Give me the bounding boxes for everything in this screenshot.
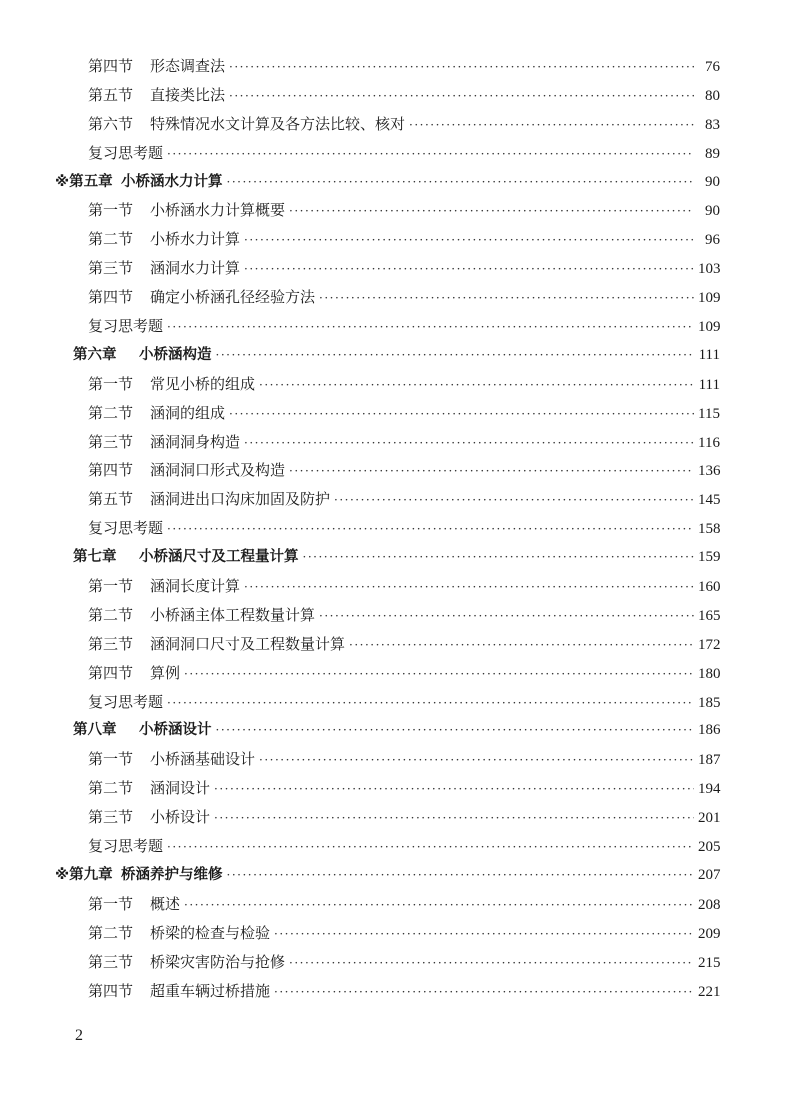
toc-entry-title: 小桥涵主体工程数量计算 [150,605,316,624]
dot-leader [289,457,694,486]
toc-entry-label: 第四节 [88,288,134,307]
toc-entry-page: 201 [698,810,721,827]
toc-section-entry[interactable] [55,803,720,832]
toc-entry-label: 第四节 [88,57,134,75]
dot-leader [319,284,694,313]
dot-leader [244,255,694,284]
toc-entry-title: 复习思考题 [88,519,164,538]
dot-leader [334,486,694,515]
toc-entry-title: 概述 [150,894,181,913]
toc-entry-page: 187 [698,752,721,769]
toc-entry-page: 76 [705,59,720,75]
toc-entry-label: 第三节 [88,952,134,971]
toc-entry-title: 涵洞的组成 [150,403,226,422]
toc-entry-label: 第四节 [88,981,134,1000]
toc-section-entry[interactable] [55,312,720,341]
toc-entry-title: 确定小桥涵孔径经验方法 [150,288,316,307]
toc-entry-title: 小桥涵构造 [139,346,212,363]
toc-section-entry[interactable] [55,890,720,919]
dot-leader [184,660,694,689]
dot-leader [214,775,694,804]
dot-leader [274,920,694,949]
dot-leader [274,978,694,1007]
dot-leader [244,573,694,602]
toc-entry-label: 第二节 [88,605,134,624]
toc-section-entry[interactable] [55,919,720,948]
toc-section-entry[interactable] [55,110,720,139]
toc-entry-page: 208 [698,896,721,913]
toc-entry-page: 221 [698,983,721,1000]
dot-leader [167,833,694,862]
dot-leader [259,371,694,400]
toc-entry-page: 205 [698,839,721,856]
toc-entry-page: 116 [698,434,720,451]
toc-entry-title: 复习思考题 [88,143,164,162]
toc-section-entry[interactable] [55,283,720,312]
toc-chapter-entry[interactable] [55,716,720,745]
toc-section-entry[interactable] [55,456,720,485]
toc-entry-title: 涵洞洞口形式及构造 [150,461,286,480]
toc-entry-title: 小桥涵水力计算 [121,173,223,190]
table-of-contents [55,52,720,1005]
toc-section-entry[interactable] [55,485,720,514]
toc-entry-page: 207 [698,866,721,883]
toc-entry-page: 109 [698,290,721,307]
dot-leader [184,891,694,920]
toc-entry-label: 第二节 [88,230,134,249]
toc-entry-page: 158 [698,521,721,538]
toc-section-entry[interactable] [55,774,720,803]
toc-entry-title: 涵洞长度计算 [150,577,241,596]
toc-entry-title: 小桥涵尺寸及工程量计算 [139,549,299,566]
toc-section-entry[interactable] [55,370,720,399]
toc-entry-title: 复习思考题 [88,317,164,336]
dot-leader [349,631,694,660]
toc-section-entry[interactable] [55,745,720,774]
toc-entry-title: 涵洞进出口沟床加固及防护 [150,490,331,509]
dot-leader [167,689,694,718]
toc-section-entry[interactable] [55,52,720,81]
toc-entry-title: 超重车辆过桥措施 [150,981,271,1000]
toc-entry-title: 常见小桥的组成 [150,374,256,393]
toc-entry-label: 第三节 [88,432,134,451]
toc-entry-page: 185 [698,694,721,711]
dot-leader [289,949,694,978]
toc-section-entry[interactable] [55,139,720,168]
toc-entry-page: 172 [698,636,721,653]
toc-entry-title: 涵洞洞口尺寸及工程数量计算 [150,634,346,653]
toc-entry-label: 第二节 [88,923,134,942]
toc-section-entry[interactable] [55,572,720,601]
toc-chapter-entry[interactable] [55,168,720,197]
toc-section-entry[interactable] [55,630,720,659]
toc-chapter-entry[interactable] [55,341,720,370]
dot-leader [289,197,694,226]
dot-leader [244,226,694,255]
dot-leader [167,515,694,544]
toc-entry-label: 第五节 [88,490,134,509]
toc-entry-page: 90 [705,203,720,220]
toc-entry-page: 111 [698,346,720,363]
toc-entry-label: 第三节 [88,634,134,653]
toc-entry-page: 145 [698,492,721,509]
toc-section-entry[interactable] [55,601,720,630]
toc-section-entry[interactable] [55,225,720,254]
toc-entry-label: 第三节 [88,808,134,827]
dot-leader [214,804,694,833]
dot-leader [303,543,695,572]
toc-entry-title: 涵洞洞身构造 [150,432,241,451]
toc-entry-title: 涵洞水力计算 [150,259,241,278]
toc-entry-title: 复习思考题 [88,837,164,856]
toc-entry-page: 111 [698,376,720,393]
toc-entry-label: 第六章 [73,346,117,363]
toc-entry-label: ※第五章 [55,173,113,190]
toc-section-entry[interactable] [55,688,720,717]
toc-section-entry[interactable] [55,659,720,688]
dot-leader [409,111,694,140]
dot-leader [259,746,694,775]
toc-entry-page: 90 [705,173,720,190]
toc-entry-title: 小桥涵设计 [139,722,212,739]
dot-leader [229,400,694,429]
toc-entry-title: 桥梁的检查与检验 [150,923,271,942]
toc-entry-page: 215 [698,954,721,971]
toc-entry-label: ※第九章 [55,866,113,883]
toc-entry-label: 第一节 [88,577,134,596]
toc-entry-title: 小桥涵基础设计 [150,750,256,769]
page-number: 2 [75,1027,83,1044]
toc-entry-page: 136 [698,463,721,480]
toc-entry-label: 第四节 [88,461,134,480]
toc-section-entry[interactable] [55,977,720,1006]
toc-entry-title: 特殊情况水文计算及各方法比较、核对 [150,114,406,133]
dot-leader [167,313,694,342]
dot-leader [229,82,694,111]
dot-leader [216,341,695,370]
dot-leader [167,140,694,169]
toc-entry-page: 80 [705,87,720,104]
toc-entry-page: 89 [705,145,720,162]
toc-section-entry[interactable] [55,196,720,225]
toc-entry-label: 第二节 [88,403,134,422]
toc-section-entry[interactable] [55,81,720,110]
toc-entry-title: 直接类比法 [150,85,226,104]
dot-leader [227,168,695,197]
toc-entry-title: 小桥设计 [150,808,211,827]
toc-entry-page: 96 [705,232,720,249]
toc-section-entry[interactable] [55,832,720,861]
toc-entry-label: 第一节 [88,201,134,220]
toc-section-entry[interactable] [55,254,720,283]
toc-entry-page: 115 [698,405,720,422]
toc-section-entry[interactable] [55,399,720,428]
toc-entry-page: 160 [698,579,721,596]
toc-entry-title: 桥梁灾害防治与抢修 [150,952,286,971]
toc-entry-label: 第六节 [88,114,134,133]
toc-section-entry[interactable] [55,514,720,543]
dot-leader [227,861,695,890]
dot-leader [229,53,694,82]
toc-entry-title: 桥涵养护与维修 [121,866,223,883]
toc-entry-page: 165 [698,607,721,624]
toc-section-entry[interactable] [55,948,720,977]
toc-entry-page: 186 [698,722,721,739]
dot-leader [244,429,694,458]
toc-entry-label: 第一节 [88,750,134,769]
toc-chapter-entry[interactable] [55,543,720,572]
toc-entry-label: 第八章 [73,722,117,739]
toc-entry-page: 180 [698,665,721,682]
toc-entry-page: 159 [698,549,721,566]
toc-entry-page: 103 [698,261,721,278]
toc-entry-label: 第一节 [88,374,134,393]
toc-entry-page: 209 [698,925,721,942]
toc-entry-title: 涵洞设计 [150,779,211,798]
toc-entry-title: 小桥水力计算 [150,230,241,249]
toc-entry-label: 第一节 [88,894,134,913]
toc-entry-page: 83 [705,116,720,133]
toc-entry-label: 第三节 [88,259,134,278]
toc-entry-title: 复习思考题 [88,692,164,711]
toc-entry-label: 第四节 [88,663,134,682]
dot-leader [319,602,694,631]
toc-entry-title: 形态调查法 [150,57,226,75]
toc-entry-page: 194 [698,781,721,798]
toc-section-entry[interactable] [55,428,720,457]
dot-leader [216,716,695,745]
toc-entry-label: 第七章 [73,549,117,566]
toc-chapter-entry[interactable] [55,861,720,890]
toc-entry-label: 第五节 [88,85,134,104]
toc-entry-title: 小桥涵水力计算概要 [150,201,286,220]
toc-entry-title: 算例 [150,663,181,682]
toc-entry-page: 109 [698,319,721,336]
toc-entry-label: 第二节 [88,779,134,798]
